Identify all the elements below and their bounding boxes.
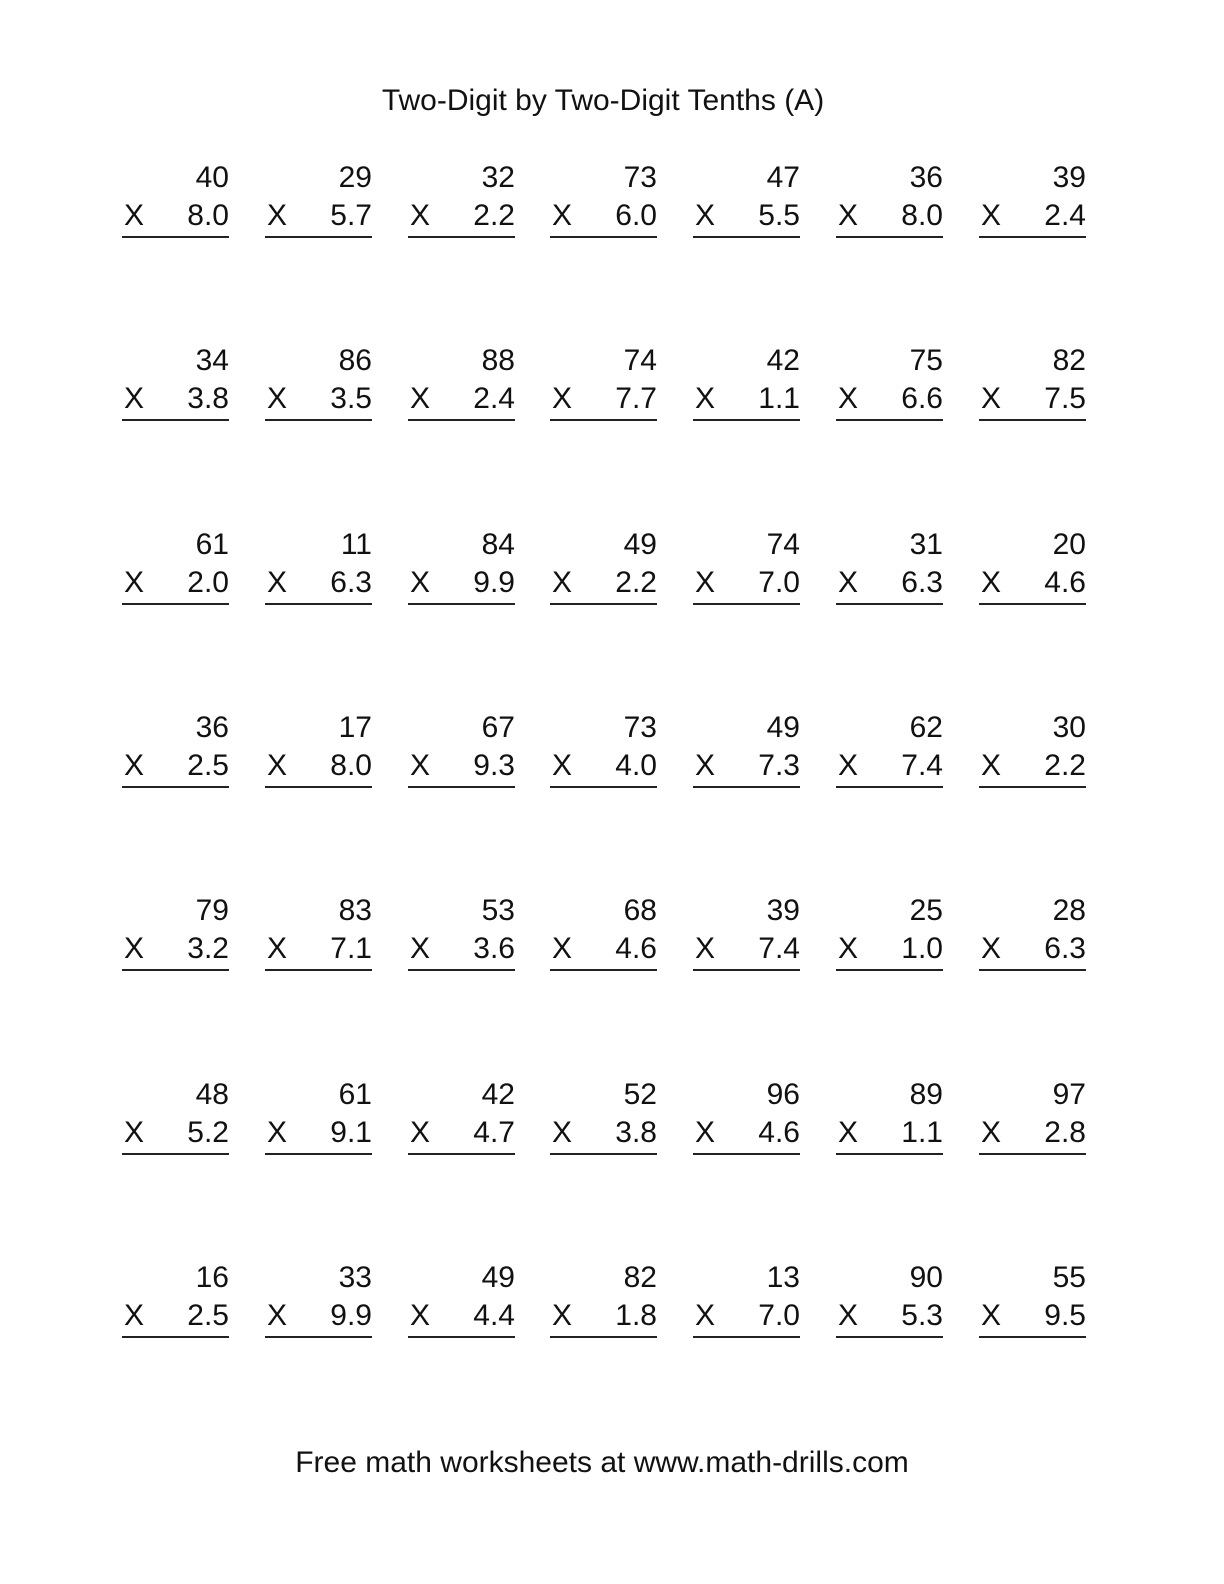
answer-line [979, 786, 1086, 788]
multiplier: 6.3 [330, 566, 372, 599]
multiplier: 4.0 [615, 749, 657, 782]
multiplicand: 82 [1052, 344, 1086, 377]
multiply-sign: X [552, 1299, 573, 1332]
multiply-sign: X [124, 199, 145, 232]
multiplier: 6.6 [901, 382, 943, 415]
multiplicand: 42 [481, 1078, 515, 1111]
multiplier: 8.0 [187, 199, 229, 232]
multiplier: 1.1 [758, 382, 800, 415]
answer-line [979, 1153, 1086, 1155]
answer-line [979, 419, 1086, 421]
answer-line [408, 969, 515, 971]
problem [693, 1077, 800, 1157]
multiplier: 4.6 [615, 932, 657, 965]
multiplier: 9.9 [330, 1299, 372, 1332]
answer-line [693, 419, 800, 421]
multiplier: 5.5 [758, 199, 800, 232]
problem [122, 160, 229, 240]
problem [836, 343, 943, 423]
multiplicand: 83 [338, 894, 372, 927]
multiplicand: 42 [766, 344, 800, 377]
multiplicand: 90 [909, 1261, 943, 1294]
answer-line [265, 603, 372, 605]
multiply-sign: X [981, 566, 1002, 599]
answer-line [122, 969, 229, 971]
multiply-sign: X [410, 199, 431, 232]
multiplier: 3.5 [330, 382, 372, 415]
multiplicand: 20 [1052, 528, 1086, 561]
answer-line [122, 603, 229, 605]
answer-line [122, 786, 229, 788]
multiplier: 2.5 [187, 1299, 229, 1332]
problem [265, 1077, 372, 1157]
answer-line [122, 1336, 229, 1338]
problem [979, 527, 1086, 607]
multiplicand: 74 [623, 344, 657, 377]
multiply-sign: X [981, 749, 1002, 782]
problem [979, 893, 1086, 973]
multiplier: 3.6 [473, 932, 515, 965]
multiply-sign: X [410, 566, 431, 599]
multiply-sign: X [981, 1299, 1002, 1332]
answer-line [408, 236, 515, 238]
multiplicand: 39 [1052, 161, 1086, 194]
answer-line [836, 236, 943, 238]
problem [265, 893, 372, 973]
answer-line [265, 1153, 372, 1155]
problem [408, 1260, 515, 1340]
problem [979, 160, 1086, 240]
multiply-sign: X [695, 1299, 716, 1332]
multiplier: 5.2 [187, 1116, 229, 1149]
multiplier: 8.0 [901, 199, 943, 232]
problem [408, 1077, 515, 1157]
multiplicand: 49 [623, 528, 657, 561]
problem [550, 527, 657, 607]
multiply-sign: X [981, 199, 1002, 232]
multiplier: 7.7 [615, 382, 657, 415]
multiply-sign: X [267, 932, 288, 965]
problem [408, 710, 515, 790]
multiplier: 9.1 [330, 1116, 372, 1149]
multiplier: 7.3 [758, 749, 800, 782]
multiply-sign: X [552, 932, 573, 965]
multiply-sign: X [695, 932, 716, 965]
multiply-sign: X [124, 566, 145, 599]
multiply-sign: X [981, 932, 1002, 965]
multiplier: 4.7 [473, 1116, 515, 1149]
multiplicand: 36 [195, 711, 229, 744]
multiplier: 2.0 [187, 566, 229, 599]
multiply-sign: X [695, 382, 716, 415]
multiply-sign: X [410, 1116, 431, 1149]
answer-line [836, 603, 943, 605]
problem [979, 710, 1086, 790]
multiplicand: 86 [338, 344, 372, 377]
answer-line [550, 236, 657, 238]
problem [693, 1260, 800, 1340]
answer-line [408, 419, 515, 421]
answer-line [836, 419, 943, 421]
answer-line [979, 969, 1086, 971]
multiplicand: 96 [766, 1078, 800, 1111]
problem [265, 527, 372, 607]
multiply-sign: X [267, 749, 288, 782]
multiplicand: 73 [623, 711, 657, 744]
multiplicand: 73 [623, 161, 657, 194]
multiplicand: 75 [909, 344, 943, 377]
multiplicand: 89 [909, 1078, 943, 1111]
multiplicand: 88 [481, 344, 515, 377]
answer-line [122, 236, 229, 238]
multiply-sign: X [552, 199, 573, 232]
multiplier: 7.0 [758, 566, 800, 599]
multiplier: 1.8 [615, 1299, 657, 1332]
multiplicand: 61 [338, 1078, 372, 1111]
multiply-sign: X [695, 566, 716, 599]
multiply-sign: X [124, 749, 145, 782]
multiplier: 7.1 [330, 932, 372, 965]
multiply-sign: X [410, 749, 431, 782]
answer-line [265, 1336, 372, 1338]
problem [122, 527, 229, 607]
multiplier: 2.5 [187, 749, 229, 782]
multiply-sign: X [267, 1299, 288, 1332]
multiplier: 7.4 [901, 749, 943, 782]
answer-line [836, 1153, 943, 1155]
multiply-sign: X [267, 199, 288, 232]
multiply-sign: X [838, 932, 859, 965]
multiplicand: 29 [338, 161, 372, 194]
problem [550, 160, 657, 240]
multiplier: 5.3 [901, 1299, 943, 1332]
multiplier: 4.4 [473, 1299, 515, 1332]
multiplier: 9.3 [473, 749, 515, 782]
multiply-sign: X [695, 1116, 716, 1149]
multiply-sign: X [124, 1299, 145, 1332]
multiplicand: 13 [766, 1261, 800, 1294]
answer-line [693, 603, 800, 605]
problem [550, 710, 657, 790]
multiply-sign: X [267, 1116, 288, 1149]
multiplicand: 53 [481, 894, 515, 927]
answer-line [550, 419, 657, 421]
answer-line [550, 969, 657, 971]
multiplier: 2.2 [615, 566, 657, 599]
multiplier: 5.7 [330, 199, 372, 232]
multiplier: 9.9 [473, 566, 515, 599]
answer-line [408, 603, 515, 605]
multiplicand: 82 [623, 1261, 657, 1294]
multiplicand: 11 [340, 528, 372, 561]
multiplicand: 79 [195, 894, 229, 927]
multiply-sign: X [552, 566, 573, 599]
answer-line [408, 786, 515, 788]
answer-line [408, 1153, 515, 1155]
multiplier: 2.8 [1044, 1116, 1086, 1149]
answer-line [693, 1153, 800, 1155]
multiplicand: 68 [623, 894, 657, 927]
problem [693, 893, 800, 973]
answer-line [550, 786, 657, 788]
multiply-sign: X [267, 566, 288, 599]
multiplicand: 28 [1052, 894, 1086, 927]
answer-line [836, 969, 943, 971]
answer-line [265, 419, 372, 421]
multiplicand: 40 [195, 161, 229, 194]
multiply-sign: X [695, 199, 716, 232]
multiplicand: 67 [481, 711, 515, 744]
problem [550, 1260, 657, 1340]
multiplier: 4.6 [1044, 566, 1086, 599]
answer-line [265, 969, 372, 971]
answer-line [693, 969, 800, 971]
problem [122, 710, 229, 790]
multiplier: 7.5 [1044, 382, 1086, 415]
multiplicand: 61 [195, 528, 229, 561]
multiplicand: 39 [766, 894, 800, 927]
problem [122, 893, 229, 973]
problem [836, 527, 943, 607]
multiply-sign: X [838, 1299, 859, 1332]
multiplicand: 16 [195, 1261, 229, 1294]
multiply-sign: X [552, 382, 573, 415]
problem [265, 1260, 372, 1340]
answer-line [979, 603, 1086, 605]
multiply-sign: X [695, 749, 716, 782]
multiply-sign: X [267, 382, 288, 415]
problem [550, 1077, 657, 1157]
answer-line [265, 786, 372, 788]
multiplicand: 84 [481, 528, 515, 561]
multiplier: 6.3 [901, 566, 943, 599]
multiplier: 2.2 [473, 199, 515, 232]
answer-line [693, 1336, 800, 1338]
problem [836, 893, 943, 973]
multiplier: 3.2 [187, 932, 229, 965]
problem [550, 343, 657, 423]
problem [979, 1260, 1086, 1340]
multiplier: 7.0 [758, 1299, 800, 1332]
multiply-sign: X [838, 382, 859, 415]
multiplicand: 31 [909, 528, 943, 561]
answer-line [408, 1336, 515, 1338]
problem [550, 893, 657, 973]
problem [265, 343, 372, 423]
multiplier: 2.4 [473, 382, 515, 415]
problem [836, 1077, 943, 1157]
multiplicand: 74 [766, 528, 800, 561]
multiply-sign: X [124, 932, 145, 965]
multiplier: 6.3 [1044, 932, 1086, 965]
problem [693, 527, 800, 607]
multiply-sign: X [838, 1116, 859, 1149]
multiplicand: 25 [909, 894, 943, 927]
multiplier: 8.0 [330, 749, 372, 782]
multiply-sign: X [838, 749, 859, 782]
multiplicand: 49 [481, 1261, 515, 1294]
problem [693, 710, 800, 790]
multiply-sign: X [838, 566, 859, 599]
multiplier: 3.8 [187, 382, 229, 415]
multiplier: 2.2 [1044, 749, 1086, 782]
multiplier: 7.4 [758, 932, 800, 965]
answer-line [979, 1336, 1086, 1338]
multiplier: 9.5 [1044, 1299, 1086, 1332]
multiplicand: 55 [1052, 1261, 1086, 1294]
problem [836, 710, 943, 790]
multiplier: 1.0 [901, 932, 943, 965]
multiply-sign: X [124, 1116, 145, 1149]
problem [408, 160, 515, 240]
answer-line [122, 1153, 229, 1155]
problem [408, 893, 515, 973]
multiplier: 1.1 [901, 1116, 943, 1149]
problem [693, 343, 800, 423]
problem [265, 710, 372, 790]
multiply-sign: X [124, 382, 145, 415]
multiplicand: 97 [1052, 1078, 1086, 1111]
multiplicand: 62 [909, 711, 943, 744]
answer-line [693, 786, 800, 788]
answer-line [265, 236, 372, 238]
multiplicand: 17 [338, 711, 372, 744]
problem [122, 1077, 229, 1157]
problem [979, 343, 1086, 423]
multiplicand: 34 [195, 344, 229, 377]
answer-line [550, 1336, 657, 1338]
multiply-sign: X [552, 749, 573, 782]
worksheet-title: Two-Digit by Two-Digit Tenths (A) [381, 84, 825, 117]
multiplier: 6.0 [615, 199, 657, 232]
multiplicand: 32 [481, 161, 515, 194]
multiply-sign: X [981, 1116, 1002, 1149]
multiplier: 3.8 [615, 1116, 657, 1149]
multiplicand: 48 [195, 1078, 229, 1111]
answer-line [693, 236, 800, 238]
problem [122, 343, 229, 423]
multiply-sign: X [981, 382, 1002, 415]
multiplier: 4.6 [758, 1116, 800, 1149]
answer-line [979, 236, 1086, 238]
multiplier: 2.4 [1044, 199, 1086, 232]
problem [408, 343, 515, 423]
footer-text: Free math worksheets at www.math-drills.com [295, 1446, 909, 1479]
problem [836, 1260, 943, 1340]
problem [693, 160, 800, 240]
problem [408, 527, 515, 607]
multiplicand: 47 [766, 161, 800, 194]
multiplicand: 49 [766, 711, 800, 744]
multiplicand: 30 [1052, 711, 1086, 744]
answer-line [550, 603, 657, 605]
multiplicand: 52 [623, 1078, 657, 1111]
multiply-sign: X [410, 932, 431, 965]
multiply-sign: X [410, 382, 431, 415]
multiplicand: 36 [909, 161, 943, 194]
multiply-sign: X [838, 199, 859, 232]
multiplicand: 33 [338, 1261, 372, 1294]
answer-line [836, 1336, 943, 1338]
multiply-sign: X [410, 1299, 431, 1332]
answer-line [836, 786, 943, 788]
problem [979, 1077, 1086, 1157]
answer-line [122, 419, 229, 421]
problem [836, 160, 943, 240]
problem [265, 160, 372, 240]
problem [122, 1260, 229, 1340]
multiply-sign: X [552, 1116, 573, 1149]
answer-line [550, 1153, 657, 1155]
